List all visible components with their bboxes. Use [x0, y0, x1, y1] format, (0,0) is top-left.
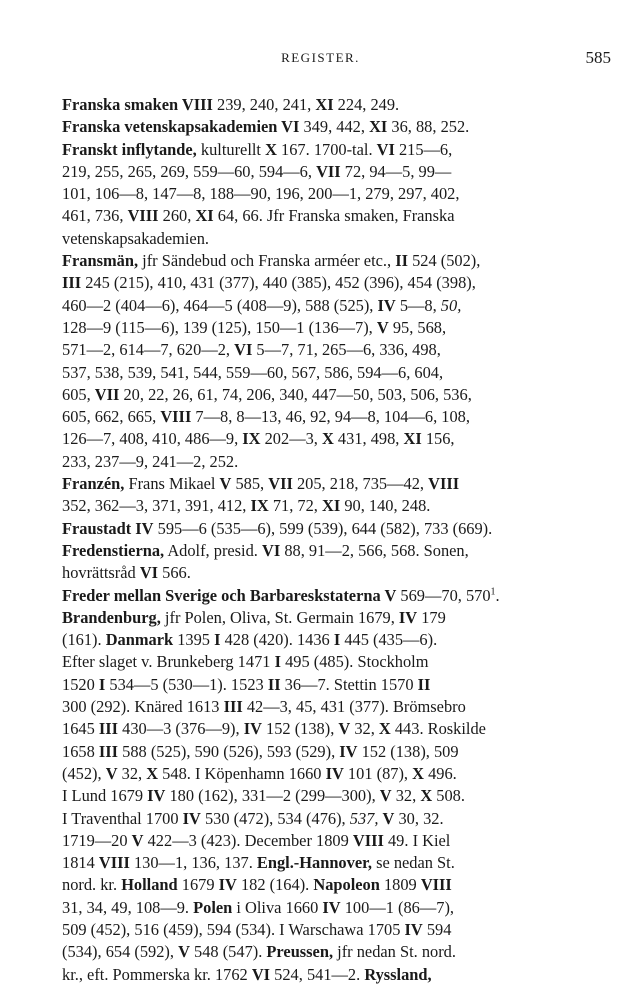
register-line	[62, 852, 614, 874]
entry-term: II	[395, 251, 408, 271]
register-line	[62, 295, 614, 317]
entry-text: 130—1, 136, 137.	[129, 853, 257, 873]
entry-term: IV	[243, 719, 262, 739]
entry-text: 72, 94—5, 99—	[340, 161, 452, 181]
entry-text: 1395	[173, 630, 215, 650]
entry-text: 179	[417, 607, 446, 627]
entry-term: VI	[251, 964, 271, 984]
entry-text: 49. I Kiel	[383, 830, 451, 850]
register-line	[62, 919, 614, 941]
entry-text: 588 (525), 590 (526), 593 (529),	[118, 741, 340, 761]
entry-text: 128—9 (115—6), 139 (125), 150—1 (136—7),	[62, 317, 377, 337]
entry-term: XI	[369, 117, 388, 137]
register-line	[62, 830, 614, 852]
register-line	[62, 205, 614, 227]
entry-term: X	[146, 763, 159, 783]
entry-text: 32,	[391, 786, 421, 806]
register-line	[62, 161, 614, 183]
register-line	[62, 874, 614, 896]
entry-text: jfr Sändebud och Franska arméer etc.,	[138, 251, 396, 271]
entry-text: (534), 654 (592),	[62, 942, 179, 962]
entry-term: VIII	[352, 830, 384, 850]
entry-term: IV	[398, 607, 418, 627]
entry-text: 548 (547).	[189, 942, 267, 962]
entry-term: Fredenstierna,	[62, 540, 165, 560]
entry-text: 571—2, 614—7, 620—2,	[62, 340, 235, 360]
entry-text: 352, 362—3, 371, 391, 412,	[62, 496, 251, 516]
register-line	[62, 250, 614, 272]
entry-term: XI	[403, 429, 422, 449]
entry-text: 260,	[158, 206, 196, 226]
entry-text: jfr Polen, Oliva, St. Germain 1679,	[160, 607, 399, 627]
entry-text: 100—1 (86—7),	[340, 897, 454, 917]
entry-term: Franskt inflytande,	[62, 139, 197, 159]
register-line	[62, 607, 614, 629]
entry-text: 430—3 (376—9),	[118, 719, 244, 739]
entry-term: IV	[147, 786, 166, 806]
entry-term: V	[131, 830, 144, 850]
entry-term: VI	[262, 540, 281, 560]
entry-text: 167. 1700-tal.	[276, 139, 377, 159]
entry-term: Fraustadt IV	[62, 518, 154, 538]
entry-term: VIII	[160, 407, 192, 427]
entry-text: 88, 91—2, 566, 568. Sonen,	[280, 540, 469, 560]
register-line	[62, 562, 614, 584]
entry-text: 422—3 (423). December 1809	[143, 830, 353, 850]
entry-text: 537,	[349, 808, 379, 828]
entry-text: 534—5 (530—1). 1523	[105, 674, 268, 694]
entry-term: Engl.-Hannover,	[256, 853, 372, 873]
entry-text: 566.	[158, 563, 191, 583]
register-line	[62, 406, 614, 428]
entry-term: VIII	[420, 875, 452, 895]
entry-text: 605,	[62, 384, 95, 404]
entry-text: 1719—20	[62, 830, 132, 850]
entry-term: Polen	[193, 897, 233, 917]
entry-text: kulturellt	[196, 139, 266, 159]
entry-term: VIII	[127, 206, 159, 226]
entry-text: 495 (485). Stockholm	[280, 652, 429, 672]
entry-text: i Oliva 1660	[232, 897, 323, 917]
entry-term: IV	[377, 295, 396, 315]
entry-text: 202—3,	[260, 429, 322, 449]
entry-text: 1520	[62, 674, 99, 694]
entry-term: I	[274, 652, 281, 672]
entry-text: (161).	[62, 630, 106, 650]
entry-text: kr., eft. Pommerska kr. 1762	[62, 964, 252, 984]
entry-term: XI	[322, 496, 341, 516]
entry-term: II	[267, 674, 281, 694]
entry-text: 30, 32.	[394, 808, 444, 828]
entry-text: nord. kr.	[62, 875, 122, 895]
entry-term: III	[62, 273, 82, 293]
entry-term: XI	[315, 95, 334, 114]
entry-term: VI	[234, 340, 253, 360]
register-line	[62, 451, 614, 473]
register-line	[62, 362, 614, 384]
entry-term: V	[178, 942, 190, 962]
entry-term: V	[219, 474, 232, 494]
entry-text: 205, 218, 735—42,	[292, 474, 429, 494]
entry-text: 524, 541—2.	[270, 964, 365, 984]
entry-term: IV	[404, 919, 423, 939]
entry-text: 90, 140, 248.	[340, 496, 431, 516]
page-header	[0, 50, 641, 72]
register-line	[62, 94, 614, 116]
register-line	[62, 540, 614, 562]
register-line	[62, 272, 614, 294]
entry-text: 5—8,	[395, 295, 441, 315]
running-head: REGISTER.	[281, 50, 360, 65]
entry-text: 42—3, 45, 431 (377). Brömsebro	[242, 697, 466, 717]
entry-text: 101 (87),	[343, 763, 413, 783]
register-line	[62, 183, 614, 205]
entry-text: jfr nedan St. nord.	[333, 942, 456, 962]
entry-term: V	[105, 763, 118, 783]
register-line	[62, 897, 614, 919]
entry-term: VIII	[428, 474, 460, 494]
entry-term: Preussen,	[266, 942, 334, 962]
entry-text: 126—7, 408, 410, 486—9,	[62, 429, 243, 449]
register-line	[62, 384, 614, 406]
entry-text: 605, 662, 665,	[62, 407, 161, 427]
register-line	[62, 495, 614, 517]
entry-text: (452),	[62, 763, 106, 783]
entry-term: III	[98, 741, 119, 761]
entry-term: Brandenburg,	[62, 607, 161, 627]
entry-text: 1809	[379, 875, 421, 895]
entry-term: VI	[376, 139, 395, 159]
entry-text: 1645	[62, 719, 99, 739]
entry-term: Ryssland,	[364, 964, 432, 984]
entry-term: V	[382, 808, 395, 828]
entry-text: 461, 736,	[62, 206, 128, 226]
entry-text: 245 (215), 410, 431 (377), 440 (385), 452 (396), 454 (398),	[81, 273, 476, 293]
entry-text: 496.	[423, 763, 457, 783]
entry-term: I	[214, 630, 221, 650]
entry-text: 445 (435—6).	[340, 630, 438, 650]
page-number: 585	[585, 48, 611, 67]
entry-term: IX	[250, 496, 269, 516]
entry-text: 5—7, 71, 265—6, 336, 498,	[252, 340, 441, 360]
register-line	[62, 941, 614, 963]
entry-text: 215—6,	[394, 139, 453, 159]
register-line	[62, 116, 614, 138]
entry-text: 585,	[231, 474, 269, 494]
entry-text: hovrättsråd	[62, 563, 140, 583]
entry-term: V	[379, 786, 392, 806]
entry-term: IV	[218, 875, 237, 895]
entry-text: 152 (138), 509	[357, 741, 459, 761]
register-line	[62, 964, 614, 986]
entry-term: I	[333, 630, 341, 650]
entry-text: 233, 237—9, 241—2, 252.	[62, 451, 239, 471]
entry-text: 32,	[117, 763, 147, 783]
entry-text: se nedan St.	[371, 853, 455, 873]
entry-term: IV	[322, 897, 341, 917]
entry-text: 460—2 (404—6), 464—5 (408—9), 588 (525),	[62, 295, 378, 315]
entry-text: 349, 442,	[299, 117, 370, 137]
entry-text: 524 (502),	[407, 251, 481, 271]
footnote-mark: 1	[490, 586, 496, 598]
entry-text: 1679	[177, 875, 219, 895]
entry-text: 20, 22, 26, 61, 74, 206, 340, 447—50, 503, 506, 536,	[119, 384, 472, 404]
entry-text: 71, 72,	[268, 496, 322, 516]
entry-text: 300 (292). Knäred 1613	[62, 697, 224, 717]
entry-term: XI	[195, 206, 214, 226]
entry-text: .	[495, 585, 500, 605]
entry-term: Danmark	[105, 630, 174, 650]
entry-text: I Traventhal 1700	[62, 808, 183, 828]
register-line	[62, 139, 614, 161]
entry-text: 443. Roskilde	[390, 719, 486, 739]
entry-term: VII	[268, 474, 293, 494]
entry-term: X	[420, 786, 433, 806]
entry-text: 548. I Köpenhamn 1660	[158, 763, 326, 783]
entry-term: Franska vetenskapsakademien VI	[62, 117, 300, 137]
entry-text: 428 (420). 1436	[220, 630, 334, 650]
entry-term: III	[98, 719, 119, 739]
entry-text: 64, 66. Jfr Franska smaken, Franska	[213, 206, 455, 226]
entry-text: I Lund 1679	[62, 786, 148, 806]
entry-text: 508.	[432, 786, 465, 806]
register-entries	[62, 94, 614, 986]
entry-term: VII	[316, 161, 341, 181]
register-line	[62, 317, 614, 339]
register-line	[62, 428, 614, 450]
register-line	[62, 518, 614, 540]
entry-text: Adolf, presid.	[164, 540, 263, 560]
entry-term: III	[223, 697, 243, 717]
entry-text: 7—8, 8—13, 46, 92, 94—8, 104—6, 108,	[191, 407, 470, 427]
entry-text: 224, 249.	[333, 95, 400, 114]
register-line	[62, 473, 614, 495]
entry-text: 537, 538, 539, 541, 544, 559—60, 567, 586, 594—6, 604,	[62, 362, 444, 382]
entry-term: I	[98, 674, 106, 694]
entry-text: 530 (472), 534 (476),	[200, 808, 350, 828]
entry-term: X	[321, 429, 334, 449]
register-line	[62, 339, 614, 361]
entry-term: VIII	[98, 853, 130, 873]
register-line	[62, 741, 614, 763]
entry-text: Frans Mikael	[124, 474, 220, 494]
entry-text: 31, 34, 49, 108—9.	[62, 897, 194, 917]
entry-term: Holland	[121, 875, 178, 895]
entry-text: 36—7. Stettin 1570	[280, 674, 418, 694]
entry-text: 509 (452), 516 (459), 594 (534). I Warschawa 1705	[62, 919, 405, 939]
register-line	[62, 674, 614, 696]
entry-term: Fransmän,	[62, 251, 139, 271]
entry-text: 219, 255, 265, 269, 559—60, 594—6,	[62, 161, 317, 181]
entry-text: 156,	[421, 429, 455, 449]
entry-term: X	[378, 719, 391, 739]
entry-term: IV	[325, 763, 344, 783]
entry-text: 595—6 (535—6), 599 (539), 644 (582), 733 (669).	[153, 518, 493, 538]
entry-text: 50,	[440, 295, 462, 315]
entry-text: 32,	[350, 719, 379, 739]
entry-term: Freder mellan Sverige och Barbareskstaterna V	[62, 585, 397, 605]
entry-text: 95, 568,	[388, 317, 447, 337]
register-line	[62, 228, 614, 250]
register-line	[62, 763, 614, 785]
register-line	[62, 585, 614, 607]
register-line	[62, 718, 614, 740]
entry-term: X	[265, 139, 277, 159]
register-line	[62, 651, 614, 673]
entry-text: Efter slaget v. Brunkeberg 1471	[62, 652, 275, 672]
entry-text: 1814	[62, 853, 99, 873]
register-line	[62, 696, 614, 718]
entry-term: IX	[242, 429, 261, 449]
entry-text: 1658	[62, 741, 99, 761]
entry-text: vetenskapsakademien.	[62, 228, 210, 248]
entry-term: VII	[94, 384, 120, 404]
entry-text: 180 (162), 331—2 (299—300),	[165, 786, 380, 806]
entry-term: X	[412, 763, 424, 783]
entry-text: 152 (138),	[261, 719, 339, 739]
entry-term: Franzén,	[62, 474, 125, 494]
entry-text: 569—70, 570	[396, 585, 491, 605]
entry-term: V	[338, 719, 351, 739]
entry-term: V	[376, 317, 389, 337]
entry-term: IV	[339, 741, 358, 761]
entry-term: VI	[139, 563, 159, 583]
entry-text: 36, 88, 252.	[387, 117, 470, 137]
entry-term: Napoleon	[313, 875, 380, 895]
entry-text: 431, 498,	[333, 429, 404, 449]
entry-text: 239, 240, 241,	[212, 95, 316, 114]
entry-term: IV	[182, 808, 201, 828]
entry-text: 101, 106—8, 147—8, 188—90, 196, 200—1, 279, 297, 402,	[62, 184, 460, 204]
entry-text: 594	[422, 919, 452, 939]
entry-text: 182 (164).	[236, 875, 314, 895]
register-line	[62, 629, 614, 651]
entry-term: II	[417, 674, 431, 694]
register-line	[62, 785, 614, 807]
entry-term: Franska smaken VIII	[62, 95, 213, 114]
register-line	[62, 808, 614, 830]
